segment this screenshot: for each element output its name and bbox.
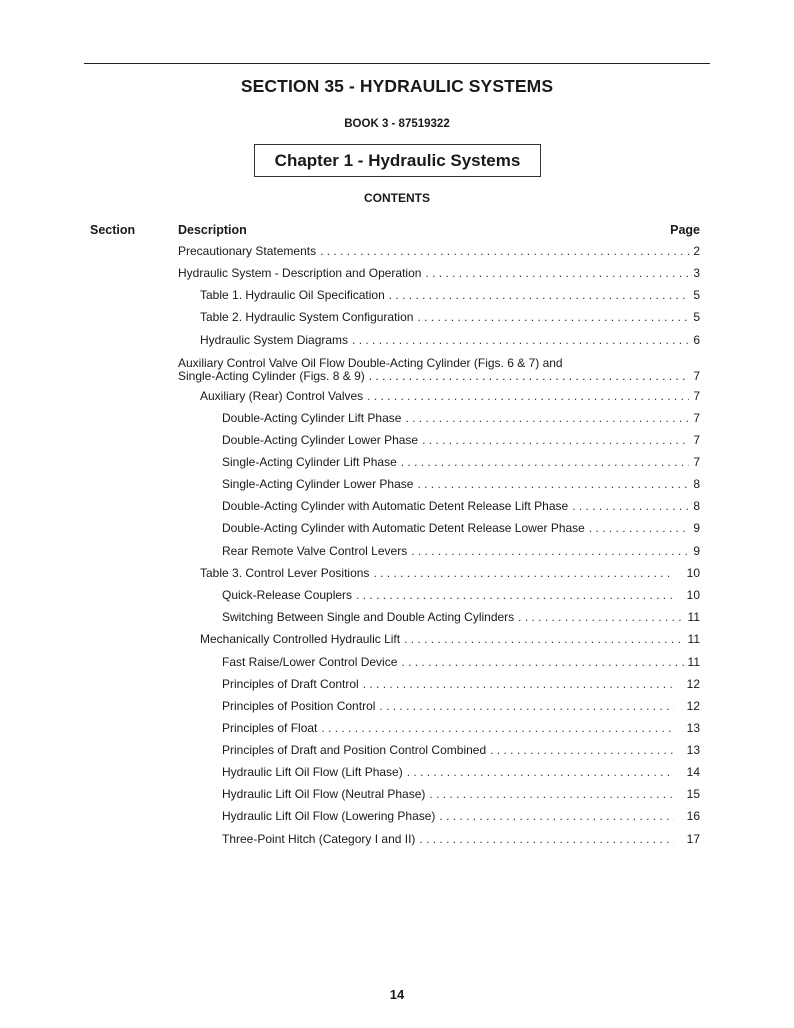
toc-entry[interactable] bbox=[222, 784, 700, 802]
toc-entry-label: Hydraulic System - Description and Operation bbox=[178, 266, 422, 280]
dot-leader bbox=[572, 499, 689, 514]
dot-leader bbox=[417, 310, 689, 325]
toc-entry-label: Table 3. Control Lever Positions bbox=[200, 566, 370, 580]
dot-leader bbox=[419, 832, 674, 847]
toc-entry[interactable] bbox=[200, 563, 700, 581]
dot-leader bbox=[363, 677, 674, 692]
toc-entry-label: Hydraulic System Diagrams bbox=[200, 333, 349, 347]
toc-entry[interactable] bbox=[222, 829, 700, 847]
toc-entry-label: Double-Acting Cylinder with Automatic Detent Release Lift Phase bbox=[222, 499, 569, 513]
dot-leader bbox=[429, 787, 674, 802]
toc-entry-page: 7 bbox=[693, 411, 700, 425]
book-number: BOOK 3 - 87519322 bbox=[344, 118, 450, 130]
toc-entry-page: 13 bbox=[686, 743, 700, 757]
toc-entry-label: Three-Point Hitch (Category I and II) bbox=[222, 832, 416, 846]
toc-entry-page: 9 bbox=[693, 521, 700, 535]
toc-entry-page: 5 bbox=[693, 310, 700, 324]
column-header-section: Section bbox=[90, 223, 136, 237]
toc-entry-page: 8 bbox=[693, 477, 700, 491]
toc-entry-page: 12 bbox=[686, 677, 700, 691]
toc-entry[interactable] bbox=[222, 496, 700, 514]
section-title: SECTION 35 - HYDRAULIC SYSTEMS bbox=[240, 76, 554, 96]
dot-leader bbox=[439, 809, 674, 824]
toc-entry-label: Precautionary Statements bbox=[178, 244, 317, 258]
dot-leader bbox=[367, 389, 689, 404]
toc-entry-label: Hydraulic Lift Oil Flow (Lift Phase) bbox=[222, 765, 403, 779]
toc-entry-page: 14 bbox=[686, 765, 700, 779]
toc-entry-label: Rear Remote Valve Control Levers bbox=[222, 544, 408, 558]
toc-entry[interactable] bbox=[222, 674, 700, 692]
toc-entry[interactable] bbox=[200, 386, 700, 404]
toc-entry[interactable] bbox=[222, 541, 700, 559]
toc-entry-label: Principles of Draft Control bbox=[222, 677, 359, 691]
toc-entry-label: Single-Acting Cylinder (Figs. 8 & 9) bbox=[178, 369, 365, 383]
toc-entry-page: 7 bbox=[693, 389, 700, 403]
toc-entry-page: 10 bbox=[686, 588, 700, 602]
toc-entry[interactable] bbox=[222, 806, 700, 824]
toc-entry-label: Double-Acting Cylinder Lower Phase bbox=[222, 433, 419, 447]
dot-leader bbox=[589, 521, 689, 536]
toc-entry-page: 6 bbox=[693, 333, 700, 347]
toc-entry[interactable] bbox=[222, 762, 700, 780]
dot-leader bbox=[405, 411, 689, 426]
toc-entry[interactable] bbox=[222, 607, 700, 625]
toc-entry[interactable] bbox=[200, 307, 700, 325]
page-number: 14 bbox=[389, 987, 405, 1002]
toc-entry[interactable] bbox=[222, 696, 700, 714]
toc-entry-label: Fast Raise/Lower Control Device bbox=[222, 655, 398, 669]
toc-entry-page: 2 bbox=[693, 244, 700, 258]
toc-entry[interactable] bbox=[222, 718, 700, 736]
toc-entry-label: Hydraulic Lift Oil Flow (Neutral Phase) bbox=[222, 787, 426, 801]
chapter-title-text: Chapter 1 - Hydraulic Systems bbox=[274, 150, 521, 170]
dot-leader bbox=[490, 743, 674, 758]
toc-entry[interactable] bbox=[222, 408, 700, 426]
toc-entry-label-line1: Auxiliary Control Valve Oil Flow Double-Acting Cylinder (Figs. 6 & 7) and bbox=[178, 356, 563, 370]
chapter-title bbox=[254, 144, 541, 177]
dot-leader bbox=[320, 244, 689, 259]
toc-entry[interactable] bbox=[200, 629, 700, 647]
dot-leader bbox=[518, 610, 684, 625]
toc-entry-page: 10 bbox=[686, 566, 700, 580]
toc-entry-page: 11 bbox=[687, 610, 700, 624]
toc-entry[interactable] bbox=[178, 357, 700, 383]
toc-entry-page: 16 bbox=[686, 809, 700, 823]
toc-entry-label: Principles of Draft and Position Control Combined bbox=[222, 743, 487, 757]
toc-entry-page: 15 bbox=[686, 787, 700, 801]
dot-leader bbox=[379, 699, 674, 714]
dot-leader bbox=[401, 655, 684, 670]
toc-entry[interactable] bbox=[222, 518, 700, 536]
toc-entry[interactable] bbox=[178, 263, 700, 281]
dot-leader bbox=[401, 455, 689, 470]
column-header-page: Page bbox=[670, 223, 700, 237]
toc-entry-page: 11 bbox=[687, 632, 700, 646]
toc-entry[interactable] bbox=[222, 430, 700, 448]
toc-entry-page: 7 bbox=[693, 433, 700, 447]
top-rule bbox=[84, 63, 710, 64]
toc-entry-page: 5 bbox=[693, 288, 700, 302]
toc-entry-page: 13 bbox=[686, 721, 700, 735]
dot-leader bbox=[373, 566, 674, 581]
toc-entry-page: 11 bbox=[687, 655, 700, 669]
toc-entry-label: Switching Between Single and Double Acting Cylinders bbox=[222, 610, 515, 624]
toc-entry[interactable] bbox=[222, 652, 700, 670]
toc-entry-page: 8 bbox=[693, 499, 700, 513]
toc-entry-page: 17 bbox=[686, 832, 700, 846]
dot-leader bbox=[321, 721, 674, 736]
toc-entry-label: Double-Acting Cylinder Lift Phase bbox=[222, 411, 402, 425]
toc-entry-label: Single-Acting Cylinder Lower Phase bbox=[222, 477, 414, 491]
dot-leader bbox=[404, 632, 684, 647]
toc-entry-page: 9 bbox=[693, 544, 700, 558]
dot-leader bbox=[425, 266, 689, 281]
contents-heading: CONTENTS bbox=[364, 191, 430, 205]
toc-entry-page: 7 bbox=[693, 455, 700, 469]
toc-entry-label: Principles of Float bbox=[222, 721, 318, 735]
toc-entry-page: 12 bbox=[686, 699, 700, 713]
toc-entry-label: Table 2. Hydraulic System Configuration bbox=[200, 310, 414, 324]
toc-entry-label: Principles of Position Control bbox=[222, 699, 376, 713]
toc-entry-label: Quick-Release Couplers bbox=[222, 588, 353, 602]
dot-leader bbox=[407, 765, 674, 780]
dot-leader bbox=[411, 544, 689, 559]
toc-entry[interactable] bbox=[200, 330, 700, 348]
toc-entry-label: Double-Acting Cylinder with Automatic Detent Release Lower Phase bbox=[222, 521, 585, 535]
toc-entry-label: Mechanically Controlled Hydraulic Lift bbox=[200, 632, 401, 646]
toc-entry[interactable] bbox=[222, 740, 700, 758]
toc-entry-page: 7 bbox=[693, 369, 700, 383]
toc-entry-label: Hydraulic Lift Oil Flow (Lowering Phase) bbox=[222, 809, 436, 823]
dot-leader bbox=[389, 288, 689, 303]
toc-entry-label: Auxiliary (Rear) Control Valves bbox=[200, 389, 364, 403]
dot-leader bbox=[417, 477, 689, 492]
dot-leader bbox=[422, 433, 689, 448]
dot-leader bbox=[356, 588, 674, 603]
dot-leader bbox=[369, 370, 691, 383]
toc-entry-page: 3 bbox=[693, 266, 700, 280]
toc-entry[interactable] bbox=[222, 452, 700, 470]
toc-entry[interactable] bbox=[222, 585, 700, 603]
toc-entry[interactable] bbox=[200, 285, 700, 303]
dot-leader bbox=[352, 333, 689, 348]
column-header-description: Description bbox=[178, 223, 247, 237]
toc-entry-label: Single-Acting Cylinder Lift Phase bbox=[222, 455, 397, 469]
toc-entry[interactable] bbox=[222, 474, 700, 492]
toc-entry[interactable] bbox=[178, 241, 700, 259]
toc-entry-label: Table 1. Hydraulic Oil Specification bbox=[200, 288, 385, 302]
